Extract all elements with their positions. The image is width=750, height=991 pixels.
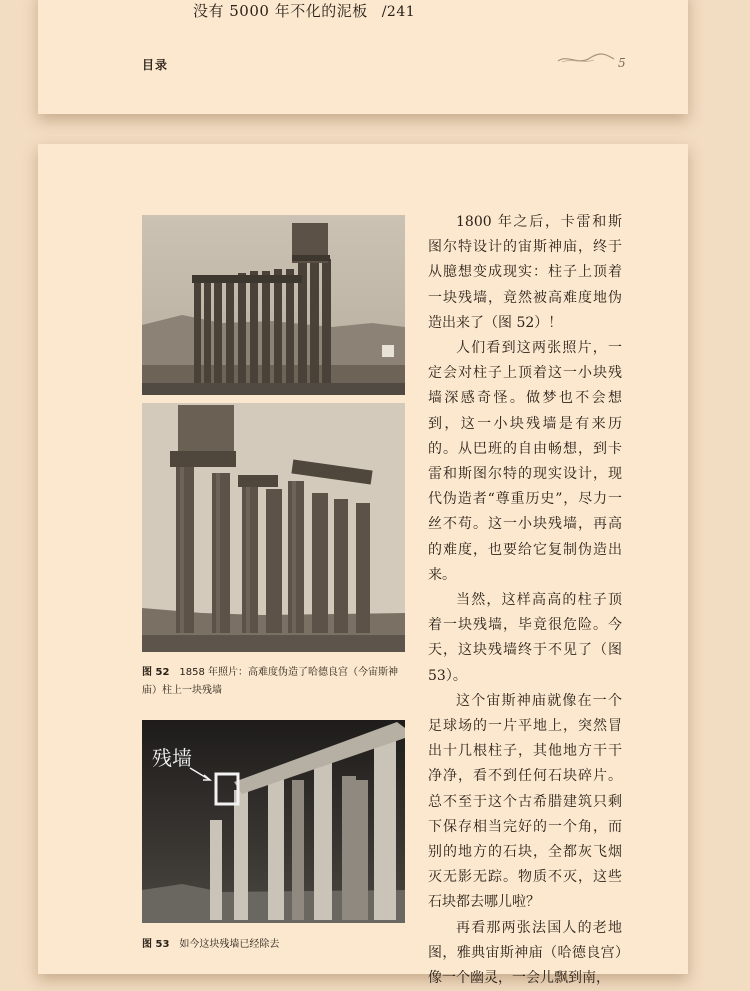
previous-page <box>38 0 688 114</box>
photo-modern <box>142 720 405 923</box>
toc-entry-page: /241 <box>381 4 416 20</box>
paragraph-4: 这个宙斯神庙就像在一个足球场的一片平地上，突然冒出十几根柱子，其他地方干干净净，看不到任何石块碎片。总不至于这个古希腊建筑只剩下保存相当完好的一个角，而别的地方的石块，全都灰飞烟灭无影无踪。物质不灭，这些石块都去哪儿啦？ <box>428 692 622 911</box>
photo-1858-close <box>142 403 405 652</box>
photo-1858-distant <box>142 215 405 395</box>
paragraph-2: 人们看到这两张照片，一定会对柱子上顶着这一小块残墙深感奇怪。做梦也不会想到，这一小块残墙是有来历的。从巴班的自由畅想，到卡雷和斯图尔特的现实设计，现代伪造者“尊重历史”，尽力一丝不苟。这一小块残墙，再高的难度，也要给它复制伪造出来。 <box>428 340 622 583</box>
figure-52-caption <box>142 664 412 700</box>
paragraph-1: 1800 年之后，卡雷和斯图尔特设计的宙斯神庙，终于从臆想变成现实：柱子上顶着一块残墙，竟然被高难度地伪造出来了（图 52）！ <box>428 214 622 331</box>
remnant-wall-annotation: 残墙 <box>152 746 192 770</box>
footer-section-label: 目录 <box>142 58 169 72</box>
figure-53-text: 如今这块残墙已经除去 <box>179 939 280 950</box>
paragraph-5: 再看那两张法国人的老地图，雅典宙斯神庙（哈德良宫）像一个幽灵，一会儿飘到南， <box>428 919 622 987</box>
figure-53-caption <box>142 936 412 954</box>
flourish-icon <box>556 52 616 66</box>
paragraph-3: 当然，这样高高的柱子顶着一块残墙，毕竟很危险。今天，这块残墙终于不见了（图 53）。 <box>428 592 622 684</box>
figure-52-label: 图 52 <box>142 667 170 678</box>
toc-entry-title: 没有 5000 年不化的泥板 <box>193 2 368 20</box>
page-number: 5 <box>618 56 626 70</box>
body-text <box>428 210 622 991</box>
figure-53-label: 图 53 <box>142 939 170 950</box>
figure-52-text: 1858 年照片：高难度伪造了哈德良宫（今宙斯神庙）柱上一块残墙 <box>142 667 399 696</box>
toc-entry[interactable] <box>193 0 415 21</box>
